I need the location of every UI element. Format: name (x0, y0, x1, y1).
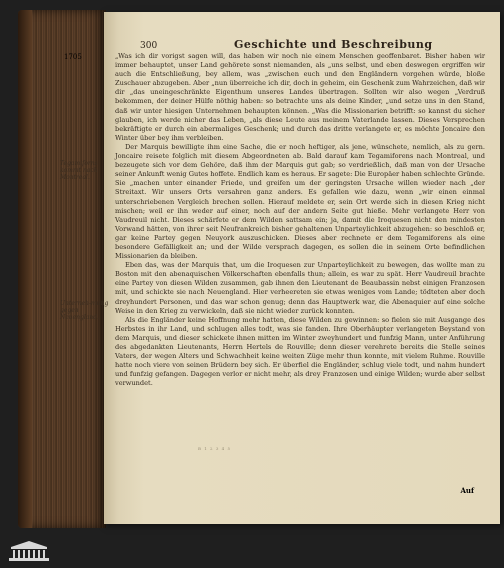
catchword: Auf (460, 486, 474, 495)
book-fore-edge (18, 10, 106, 528)
paragraph: „Was ich dir vorigst sagen will, das haben wir noch nie einem Menschen geoffenbaret. Bisher haben wir immer behauptet, unser Land gehörete sonst niemanden, als „uns selbst, und eben deswegen ergriffen wir auch die Entschließung, bey allem, was „zwischen euch und den Engländern vorgehen würde, bloße Zuschauer abzugeben. Aber „nun überreiche ich dir, doch in geheim, ein Geschenk zum Wahrzeichen, daß wir dir „das uneingeschränkte Eigenthum unseres Landes übertragen. Sollten wir also wegen „Verdruß bekommen, der deiner Hülfe nöthig haben: so betrachte uns als deine Kinder, „und setze uns in den Stand, daß wir unter hiesigen Unternehmen behaupten können. „Was die Missionarien betrifft: so kannst du sicher glauben, ich werde nicher das Leben, „als diese Leute aus meinem Vaterlande lassen. Dieses Versprechen bekräftigte er durch ein abermaliges Geschenk; und durch das dritte verlangete er, es möchte Joncaire den Winter über bey ihm verbleiben. (115, 52, 485, 142)
paragraph: Als die Engländer keine Hoffnung mehr hatten, diese Wilden zu gewinnen: so fielen sie mit Ausgange des Herbstes in ihr Land, und schlugen alles todt, was sie fanden. Ihre Oberhäupter verlangeten Beystand von dem Marquis, und dieser schickete ihnen mitten im Winter zweyhundert und funfzig Mann, unter Anführung des abgedankten Lieutenants, Herrn Hertels de Rouville; denn dieser verehrete bereits die Stelle seines Vaters, der wegen Alters und Schwachheit keine weiten Züge mehr thun konnte, mit vielem Ruhme. Rouville hatte noch viere von seinen Brüdern bey sich. Er überfiel die Engländer, schlug viele todt, und nahm hundert und funfzig gefangen. Dagegen verlor er nicht mehr, als drey Franzosen und einige Wilden; wurde aber selbst verwundet. (115, 315, 485, 388)
year-marginal: 1705 (64, 53, 82, 61)
running-title: Geschichte und Beschreibung (234, 38, 433, 51)
paragraph: Der Marquis bewilligte ihm eine Sache, die er noch heftiger, als jene, wünschete, nemlich, als zu gern. Joncaire reisete folglich mit diesem Abgeordneten ab. Bald darauf kam Tegamiforens nach Montreal, und bezeugete sich vor dem Gehöre, daß ihm der Marquis gut gab; so verdrießlich, daß man von der Ursache seiner Ankunft wenig Gutes hoffete. Endlich kam es heraus. Er sagete: Die Europäer haben schlechte Gründe. Sie „machen unter einander Friede, und greifen um der geringsten Ursache willen wieder nach „der Streitaxt. Wir unsers Orts versahren ganz anders. Es gefallen wie dazu, wenn „wir einen einmal unterschriebenen Vergleich brechen sollen. Hierauf meldete er, sein Ort werde sich in diesen Krieg nicht mischen; weil er ihn weder auf einer, noch auf der andern Seite gut hieße. Mehr verlangete Herr von Vaudreuil nicht. Dieses schärfete er dem Wilden sattsam ein; ja, damit die Iroquesen nicht den mindesten Vorwand hätten, von ihrer seit Neufrankreich bisher gehaltenen Unparteylichkeit abzugehen: so beschloß er, gar keine Partey gegen Neuyork auszuschicken. Dieses aber rechnete er dem Tegamiforens als eine besondere Gefälligkeit an; und der Wilde versprach dagegen, es sollen die in seinem Orte befindlichen Missionarien da bleiben. (115, 142, 485, 261)
library-building-icon (8, 540, 50, 562)
paragraph: Eben das, was der Marquis that, um die Iroquesen zur Unparteylichkeit zu bewegen, das wollte man zu Boston mit den abenaquischen Völkerschaften ebenfalls thun; allein, es war zu spät. Herr Vaudreuil brachte eine Partey von diesen Wilden zusammen, gab ihnen den Lieutenant de Beaubassin nebst einigen Franzosen mit, und schickte sie nach Neuengland. Hier verheereten sie etwas weniges vom Lande; tödteten aber doch dreyhundert Personen, und das war schon genug; denn das Hauptwerk war, die Abenaquier auf eine solche Weise in den Krieg zu verwickeln, daß sie nicht wieder zurück konnten. (115, 261, 485, 315)
body-text (115, 52, 485, 388)
library-stamp: B 1 2 3 4 5 (198, 446, 232, 451)
margin-note: Tegamiforns kommt nach Montreal. (60, 160, 98, 181)
margin-note: Unterneh-mung gegen Neuengland. (60, 300, 109, 321)
page-number: 300 (140, 41, 158, 51)
